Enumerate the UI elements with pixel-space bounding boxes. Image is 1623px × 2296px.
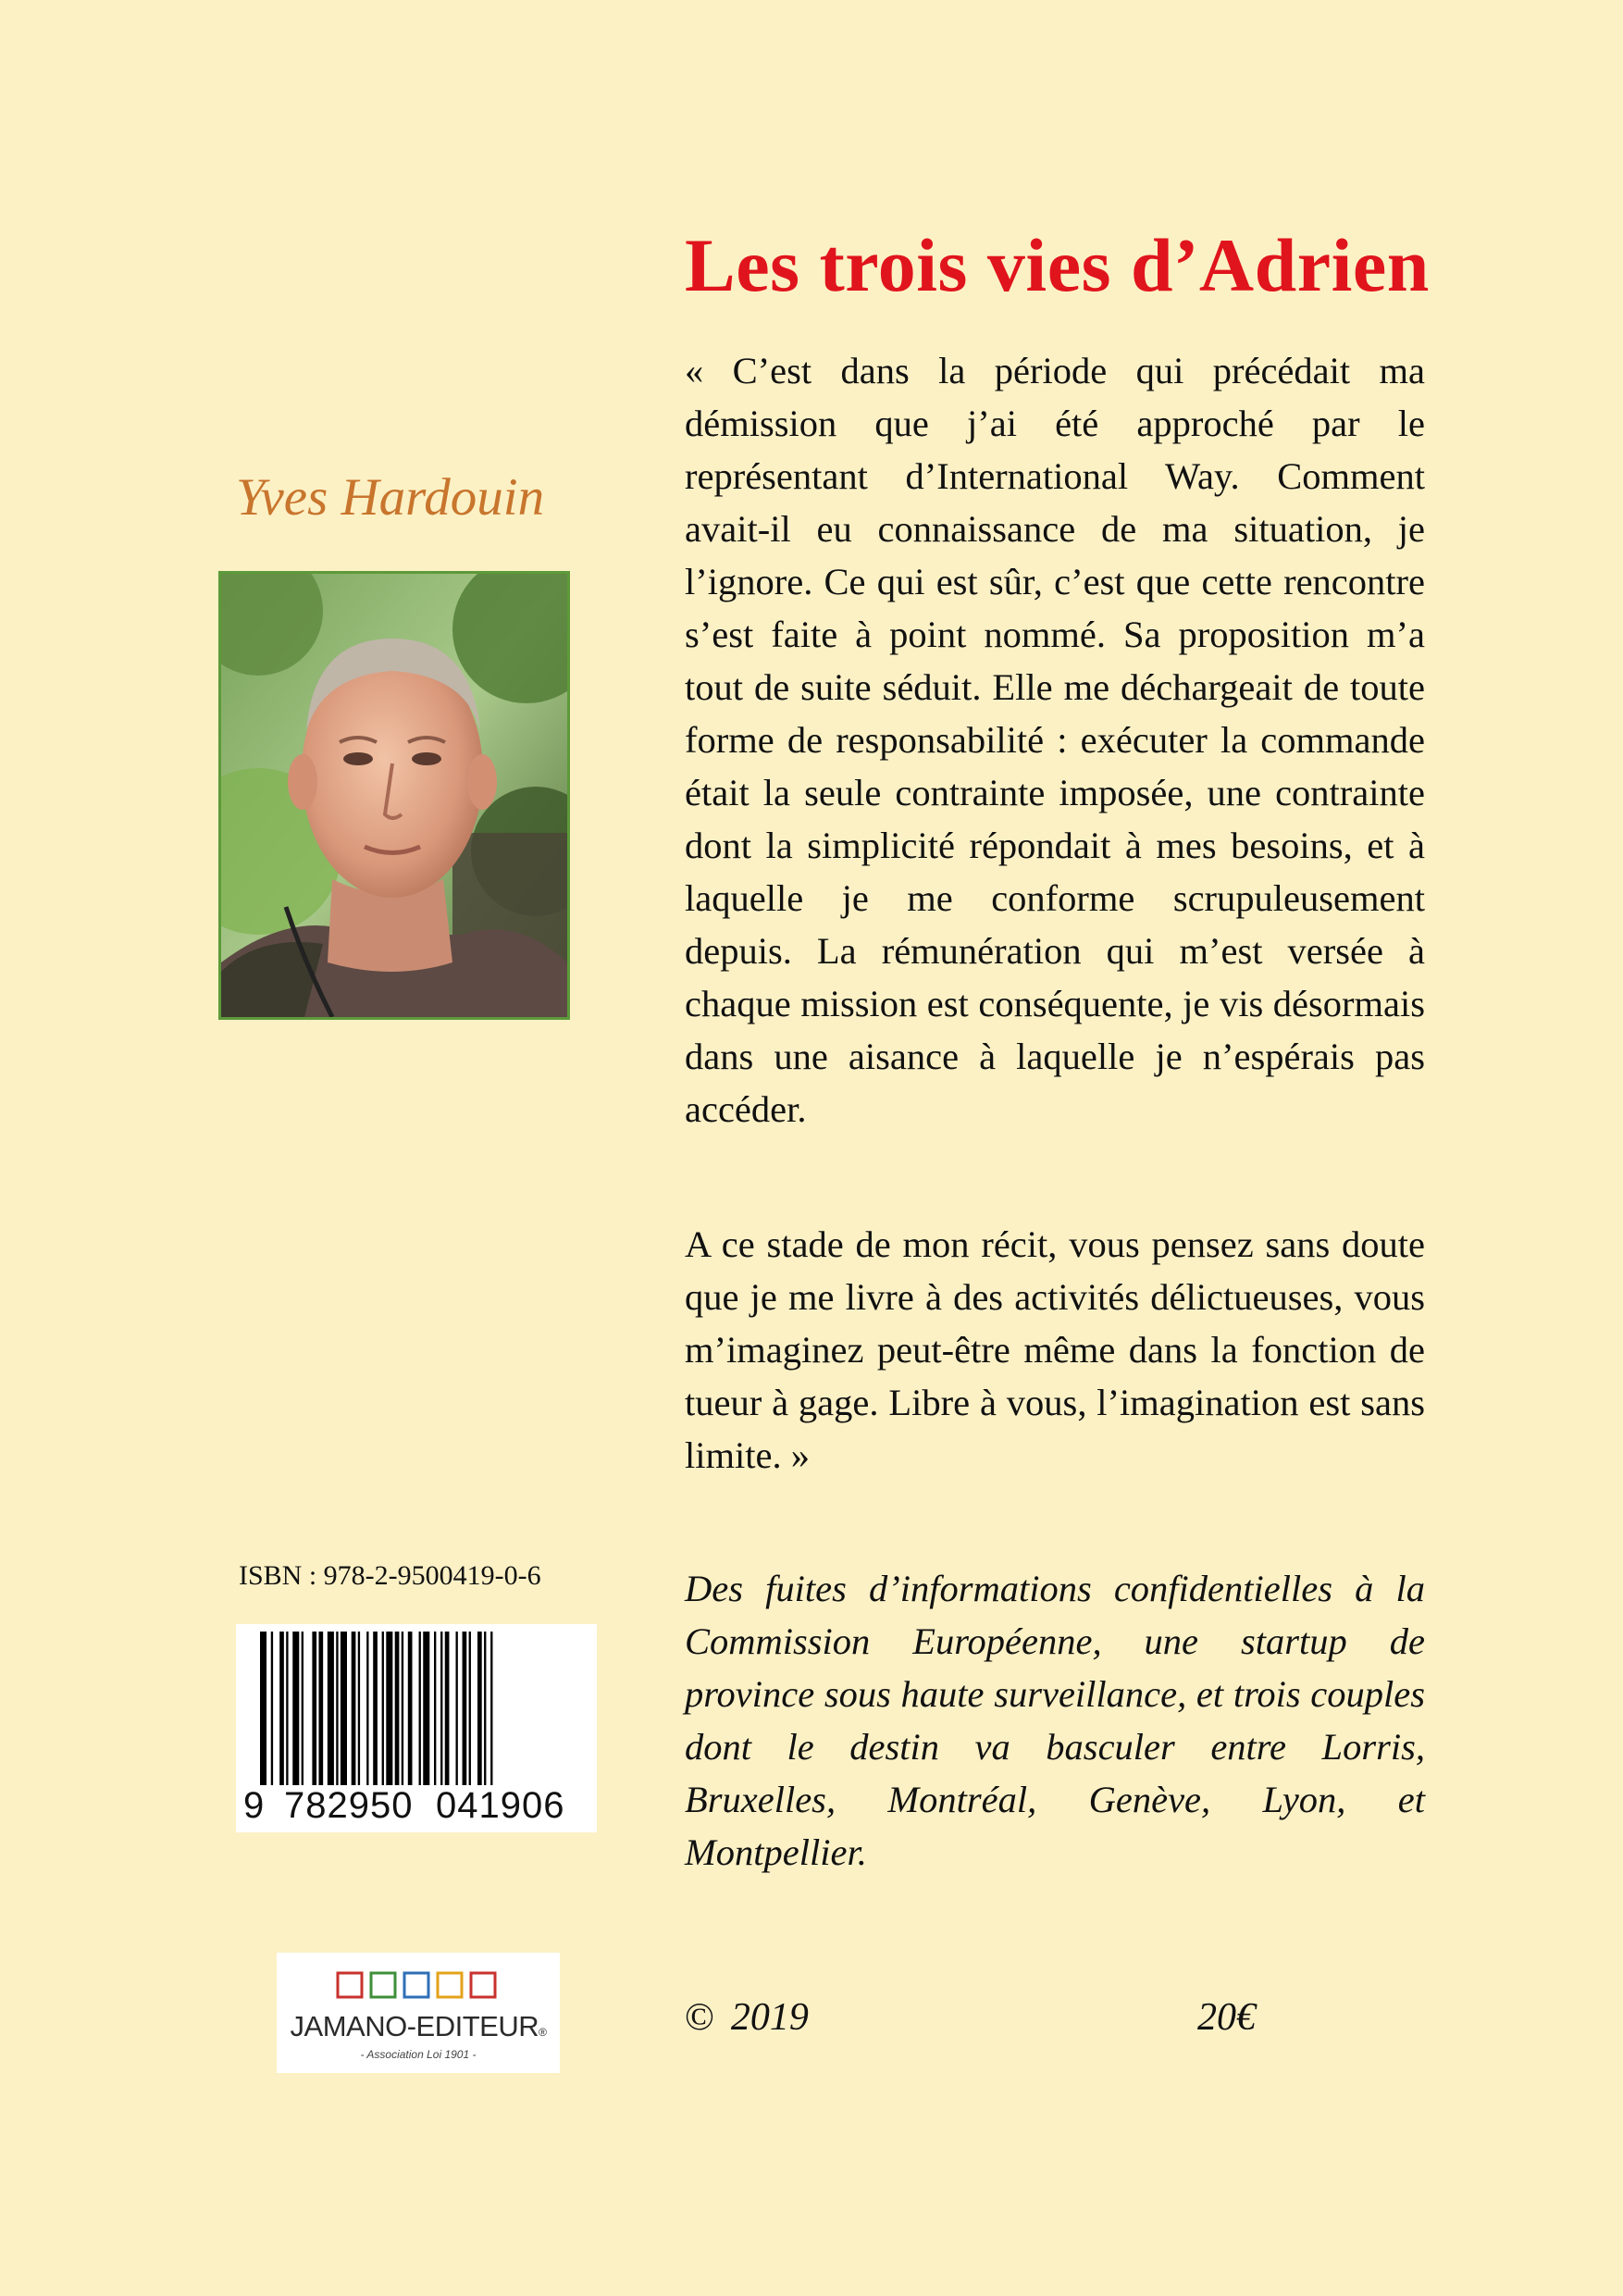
barcode-bar <box>419 1632 421 1785</box>
barcode-bar <box>358 1632 360 1785</box>
barcode-bar <box>302 1632 304 1785</box>
barcode-bar <box>286 1632 288 1785</box>
barcode-bar <box>382 1632 384 1785</box>
logo-square <box>371 1973 395 1997</box>
quote-paragraph-2 <box>685 1218 1425 1482</box>
copyright <box>685 1995 809 2040</box>
barcode-bar <box>260 1632 266 1785</box>
barcode-bar <box>490 1632 492 1785</box>
publisher-name: JAMANO-EDITEUR <box>290 2010 539 2042</box>
barcode-digits <box>236 1785 597 1826</box>
logo-square <box>338 1973 362 1997</box>
logo-square <box>471 1973 495 1997</box>
copyright-year: 2019 <box>730 1996 809 2039</box>
quote-paragraph-1 <box>685 344 1425 1136</box>
barcode-bar <box>373 1632 378 1785</box>
barcode-bar <box>434 1632 436 1785</box>
publisher-logo <box>277 1953 560 2073</box>
barcode-bar <box>440 1632 442 1785</box>
isbn-barcode <box>236 1624 597 1832</box>
author-name: Yves Hardouin <box>236 468 545 527</box>
barcode-bar <box>463 1632 467 1785</box>
barcode-bar <box>271 1632 273 1785</box>
author-photo <box>218 571 570 1020</box>
barcode-left-group: 782950 <box>284 1785 414 1826</box>
barcode-right-group: 041906 <box>436 1785 565 1826</box>
isbn-label: ISBN : 978-2-9500419-0-6 <box>239 1560 541 1591</box>
barcode-bar <box>352 1632 356 1785</box>
book-blurb-text: Des fuites d’informations confidentielles à la Commission Européenne, une startup de province sous haute surveillance, et trois couples dont le destin va basculer entre Lorris, Bruxelles, Montréal, Genève, Lyon, et Montpellier. <box>685 1568 1425 1873</box>
barcode-bar <box>386 1632 392 1785</box>
registered-mark: ® <box>539 2026 547 2039</box>
logo-square <box>438 1973 462 1997</box>
barcode-bar <box>341 1632 347 1785</box>
barcode-bar <box>408 1632 413 1785</box>
quote-paragraph-1-text: « C’est dans la période qui précédait ma démission que j’ai été approché par le représentant d’International Way. Comment avait-il eu connaissance de ma situation, je l’ignore. Ce qui est sûr, c’est que cette rencontre s’est faite à point nommé. Sa proposition m’a tout de suite séduit. Elle me déchargeait de toute forme de responsabilité : exécuter la commande était la seule contrainte imposée, une contrainte dont la simplicité répondait à mes besoins, et à laquelle je me conforme scrupuleusement depuis. La rémunération qui m’est versée à chaque mission est conséquente, je vis désormais dans une aisance à laquelle je n’espérais pas accéder. <box>685 350 1425 1130</box>
barcode-bar <box>423 1632 429 1785</box>
barcode-bar <box>456 1632 458 1785</box>
barcode-bar <box>484 1632 486 1785</box>
book-title: Les trois vies d’Adrien <box>685 223 1430 307</box>
barcode-bars <box>236 1624 597 1789</box>
barcode-bar <box>395 1632 400 1785</box>
barcode-bar <box>292 1632 299 1785</box>
barcode-bar <box>477 1632 482 1785</box>
barcode-bar <box>279 1632 284 1785</box>
barcode-bar <box>469 1632 471 1785</box>
book-blurb <box>685 1562 1425 1879</box>
price: 20€ <box>1197 1996 1256 2039</box>
publisher-logo-squares <box>334 1969 501 2003</box>
barcode-bar <box>402 1632 403 1785</box>
copyright-symbol: © <box>685 1996 714 2039</box>
barcode-first-digit: 9 <box>243 1785 265 1826</box>
logo-square <box>404 1973 428 1997</box>
quote-paragraph-2-text: A ce stade de mon récit, vous pensez sans doute que je me livre à des activités délictueuses, vous m’imaginez peut-être même dans la fonction de tueur à gage. Libre à vous, l’imagination est sans limite. » <box>685 1223 1425 1476</box>
barcode-bar <box>318 1632 323 1785</box>
barcode-bar <box>328 1632 334 1785</box>
publisher-subtitle: - Association Loi 1901 - <box>360 2048 477 2061</box>
barcode-bar <box>312 1632 316 1785</box>
barcode-bar <box>445 1632 450 1785</box>
barcode-bar <box>336 1632 338 1785</box>
barcode-bar <box>366 1632 368 1785</box>
publisher-name-line <box>277 2010 560 2043</box>
